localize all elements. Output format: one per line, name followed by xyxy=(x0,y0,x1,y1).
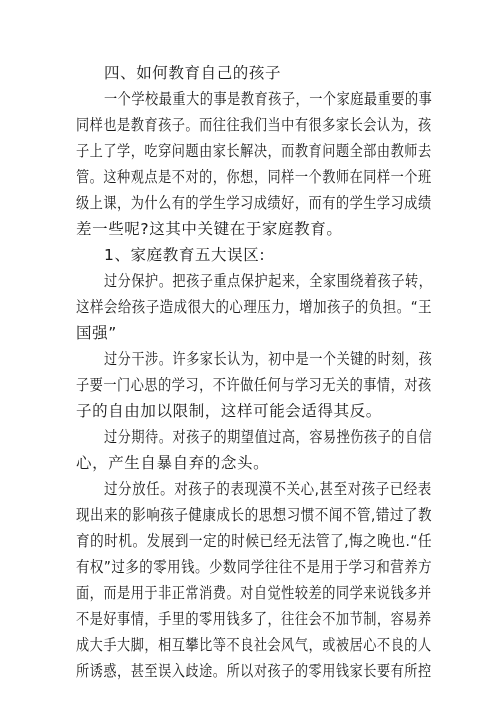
paragraph-line: 育的时机。发展到一定的时候已经无法管了,悔之晚也.“任 xyxy=(76,532,433,550)
paragraph-line: 面，而是用于非正常消费。对自觉性较差的同学来说钱多并 xyxy=(76,584,432,602)
paragraph-line: 过分干涉。许多家长认为，初中是一个关键的时刻，孩 xyxy=(104,350,433,368)
paragraph-line: 子上了学，吃穿问题由家长解决，而教育问题全部由教师去 xyxy=(76,142,432,160)
paragraph-line: 一个学校最重大的事是教育孩子，一个家庭最重要的事 xyxy=(104,90,433,108)
section-heading: 四、如何教育自己的孩子 xyxy=(104,64,282,82)
paragraph-line: 差一些呢?这其中关键在于家庭教育。 xyxy=(76,220,343,238)
paragraph-line: 不是好事情，手里的零用钱多了，往往会不加节制，容易养 xyxy=(76,610,432,628)
paragraph-line: 级上课，为什么有的学生学习成绩好，而有的学生学习成绩 xyxy=(76,194,432,212)
paragraph-line: 成大手大脚，相互攀比等不良社会风气，或被居心不良的人 xyxy=(76,636,432,654)
paragraph-line: 过分期待。对孩子的期望值过高，容易挫伤孩子的自信 xyxy=(104,428,433,446)
paragraph-line: 这样会给孩子造成很大的心理压力，增加孩子的负担。“王 xyxy=(76,298,433,316)
paragraph-line: 同样也是教育孩子。而往往我们当中有很多家长会认为，孩 xyxy=(76,116,432,134)
paragraph-line: 国强” xyxy=(76,324,117,342)
paragraph-line: 过分保护。把孩子重点保护起来，全家围绕着孩子转， xyxy=(104,272,433,290)
paragraph-line: 过分放任。对孩子的表现漠不关心,甚至对孩子已经表 xyxy=(104,480,432,498)
paragraph-line: 所诱惑，甚至误入歧途。所以对孩子的零用钱家长要有所控 xyxy=(76,662,432,680)
paragraph-line: 子要一门心思的学习，不许做任何与学习无关的事情，对孩 xyxy=(76,376,432,394)
paragraph-line: 现出来的影响孩子健康成长的思想习惯不闻不管,错过了教 xyxy=(76,506,433,524)
paragraph-line: 心，产生自暴自弃的念头。 xyxy=(76,454,270,472)
subsection-heading: 1、家庭教育五大误区: xyxy=(104,246,266,264)
paragraph-line: 子的自由加以限制，这样可能会适得其反。 xyxy=(76,402,382,420)
paragraph-line: 管。这种观点是不对的，你想，同样一个教师在同样一个班 xyxy=(76,168,432,186)
paragraph-line: 有权”过多的零用钱。少数同学往往不是用于学习和营养方 xyxy=(76,558,433,576)
